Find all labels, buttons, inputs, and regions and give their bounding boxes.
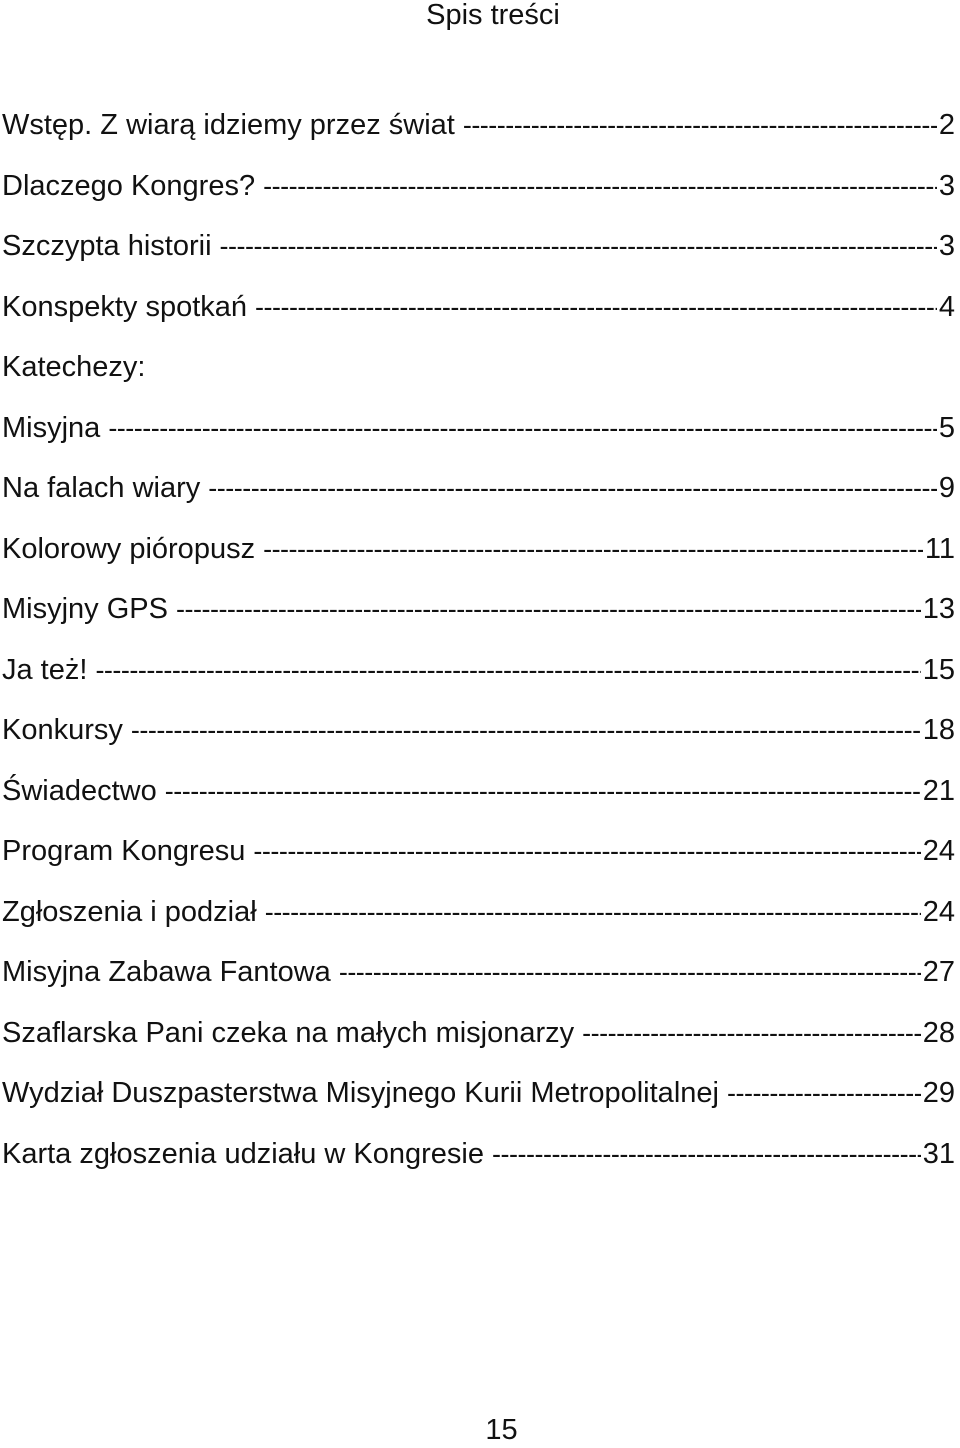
toc-entry-page: 9 bbox=[938, 472, 955, 504]
toc-entry-title: Wydział Duszpasterstwa Misyjnego Kurii Metropolitalnej bbox=[2, 1077, 719, 1109]
toc-entry-title: Konkursy bbox=[2, 714, 123, 746]
toc-entry-title: Misyjna bbox=[2, 411, 101, 444]
dot-leader bbox=[463, 105, 937, 145]
toc-entry-page: 15 bbox=[922, 653, 955, 686]
toc-entry-page: 29 bbox=[922, 1077, 955, 1109]
toc-entry-wydzial-duszpasterstwa[interactable] bbox=[2, 1073, 955, 1134]
toc-entry-konkursy[interactable] bbox=[2, 710, 955, 771]
toc-entry-program-kongresu[interactable] bbox=[2, 831, 955, 892]
toc-entry-misyjny-gps[interactable] bbox=[2, 589, 955, 650]
toc-entry-page: 31 bbox=[922, 1137, 955, 1170]
toc-entry-page: 5 bbox=[938, 411, 955, 444]
toc-entry-page: 24 bbox=[922, 895, 955, 928]
toc-entry-title: Misyjny GPS bbox=[2, 593, 168, 625]
dot-leader bbox=[582, 1013, 921, 1053]
toc-entry-title: Na falach wiary bbox=[2, 472, 201, 504]
toc-entry-kolorowy-pioropusz[interactable] bbox=[2, 529, 955, 590]
dot-leader bbox=[108, 408, 937, 448]
dot-leader bbox=[339, 952, 921, 992]
page-number: 15 bbox=[485, 1414, 518, 1446]
toc-entry-title: Ja też! bbox=[2, 653, 88, 686]
toc-entry-title: Zgłoszenia i podział bbox=[2, 895, 257, 928]
toc-entry-title: Kolorowy pióropusz bbox=[2, 532, 256, 565]
toc-entry-page: 24 bbox=[922, 835, 955, 867]
toc-entry-title: Karta zgłoszenia udziału w Kongresie bbox=[2, 1137, 484, 1170]
toc-entry-page: 13 bbox=[922, 593, 955, 625]
dot-leader bbox=[253, 831, 920, 871]
toc-entry-title: Świadectwo bbox=[2, 774, 157, 807]
dot-leader bbox=[165, 771, 921, 811]
toc-entry-page: 18 bbox=[922, 714, 955, 746]
toc-entry-page: 28 bbox=[922, 1016, 955, 1049]
toc-entry-zgloszenia-i-podzial[interactable] bbox=[2, 892, 955, 953]
toc-entry-page: 21 bbox=[922, 774, 955, 807]
toc-entry-title: Wstęp. Z wiarą idziemy przez świat bbox=[2, 109, 455, 141]
toc-entry-swiadectwo[interactable] bbox=[2, 771, 955, 832]
dot-leader bbox=[727, 1073, 921, 1113]
dot-leader bbox=[265, 892, 921, 932]
toc-entry-dlaczego-kongres[interactable] bbox=[2, 166, 955, 227]
table-of-contents bbox=[2, 105, 955, 1194]
toc-entry-misyjna[interactable] bbox=[2, 408, 955, 469]
dot-leader bbox=[255, 287, 937, 327]
dot-leader bbox=[208, 468, 937, 508]
page-title: Spis treści bbox=[426, 0, 560, 31]
toc-entry-konspekty-spotkan[interactable] bbox=[2, 287, 955, 348]
toc-entry-ja-tez[interactable] bbox=[2, 650, 955, 711]
dot-leader bbox=[176, 589, 921, 629]
toc-entry-page: 3 bbox=[938, 230, 955, 262]
toc-entry-page: 27 bbox=[922, 956, 955, 988]
toc-entry-wstep[interactable] bbox=[2, 105, 955, 166]
dot-leader bbox=[131, 710, 921, 750]
toc-entry-page: 11 bbox=[924, 532, 955, 565]
toc-entry-title: Misyjna Zabawa Fantowa bbox=[2, 956, 331, 988]
dot-leader bbox=[263, 529, 923, 569]
toc-entry-szaflarska-pani[interactable] bbox=[2, 1013, 955, 1074]
toc-entry-title: Konspekty spotkań bbox=[2, 290, 248, 323]
toc-entry-title: Szczypta historii bbox=[2, 230, 212, 262]
toc-section-title: Katechezy: bbox=[2, 351, 146, 383]
toc-entry-title: Dlaczego Kongres? bbox=[2, 169, 256, 202]
dot-leader bbox=[263, 166, 937, 206]
toc-entry-na-falach-wiary[interactable] bbox=[2, 468, 955, 529]
dot-leader bbox=[492, 1134, 921, 1174]
dot-leader bbox=[220, 226, 937, 266]
toc-entry-page: 4 bbox=[938, 290, 955, 323]
toc-entry-title: Program Kongresu bbox=[2, 835, 246, 867]
toc-section-katechezy bbox=[2, 347, 955, 408]
toc-entry-misyjna-zabawa-fantowa[interactable] bbox=[2, 952, 955, 1013]
toc-entry-page: 3 bbox=[938, 169, 955, 202]
toc-entry-title: Szaflarska Pani czeka na małych misjonarzy bbox=[2, 1016, 575, 1049]
toc-entry-szczypta-historii[interactable] bbox=[2, 226, 955, 287]
dot-leader bbox=[95, 650, 920, 690]
toc-entry-karta-zgloszenia[interactable] bbox=[2, 1134, 955, 1195]
toc-entry-page: 2 bbox=[938, 109, 955, 141]
